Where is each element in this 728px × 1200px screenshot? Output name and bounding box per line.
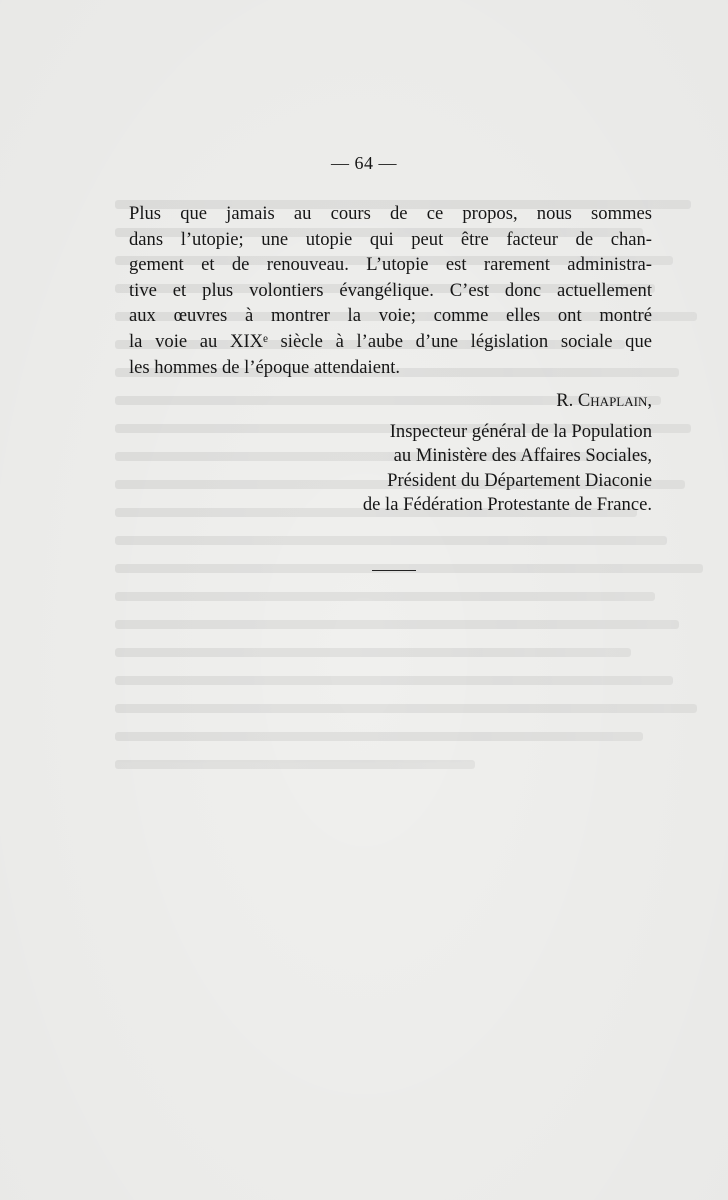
closing-rule-divider bbox=[372, 570, 416, 571]
paragraph-line: aux œuvres à montrer la voie; comme elles ont montré bbox=[129, 305, 652, 327]
signatory-title-line: de la Fédération Protestante de France. bbox=[362, 494, 652, 516]
paragraph-line: les hommes de l’époque attendaient. bbox=[129, 356, 401, 378]
paragraph-line: la voie au XIXᵉ siècle à l’aube d’une législation sociale que bbox=[129, 330, 652, 352]
paragraph-line: gement et de renouveau. L’utopie est rarement administra- bbox=[129, 254, 652, 276]
paragraph-line: dans l’utopie; une utopie qui peut être facteur de chan- bbox=[129, 228, 652, 250]
signatory-title-line: au Ministère des Affaires Sociales, bbox=[393, 445, 652, 467]
paragraph-line: Plus que jamais au cours de ce propos, nous sommes bbox=[129, 203, 652, 224]
paragraph-line: tive et plus volontiers évangélique. C’est donc actuellement bbox=[129, 279, 652, 301]
body-paragraph bbox=[129, 201, 652, 380]
signatory-title-line: Inspecteur général de la Population bbox=[389, 420, 652, 442]
page-number: — 64 — bbox=[331, 153, 397, 173]
signatory-title-line: Président du Département Diaconie bbox=[387, 469, 652, 491]
signature-block bbox=[363, 389, 652, 518]
signatory-name: R. Chaplain, bbox=[556, 390, 652, 411]
